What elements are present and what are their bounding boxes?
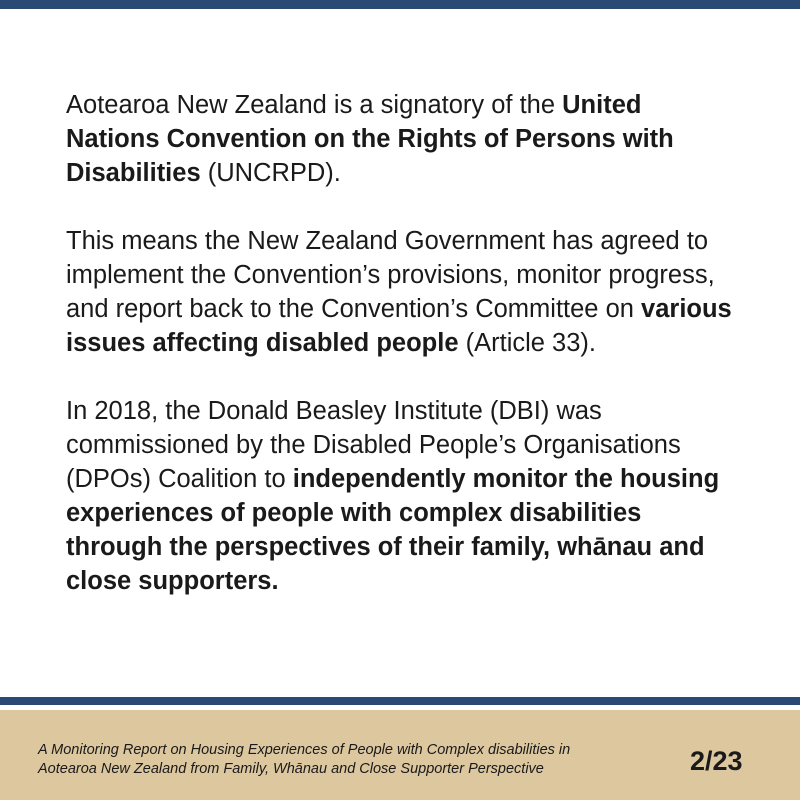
text-run-bold: United Nations Convention on the Rights of Persons with Disabilities bbox=[66, 91, 674, 187]
text-run: (Article 33). bbox=[458, 329, 596, 357]
text-run: This means the New Zealand Government has agreed to implement the Convention’s provisions, monitor progress, and report back to the Convention’s Committee on bbox=[66, 227, 715, 323]
text-run-bold: independently monitor the housing experiences of people with complex disabilities through the perspectives of their family, whānau and close supporters. bbox=[66, 465, 720, 595]
top-accent-bar bbox=[0, 0, 800, 9]
footer-accent-bar bbox=[0, 697, 800, 705]
report-title-line-2: Aotearoa New Zealand from Family, Whānau and Close Supporter Perspective bbox=[38, 761, 544, 777]
text-run: Aotearoa New Zealand is a signatory of the bbox=[66, 91, 563, 119]
page-number: 2/23 bbox=[690, 746, 743, 776]
report-title-line-1: A Monitoring Report on Housing Experiences of People with Complex disabilities in bbox=[38, 742, 571, 758]
body-text bbox=[66, 88, 736, 632]
paragraph-dbi bbox=[66, 394, 736, 598]
text-run-bold: various issues affecting disabled people bbox=[66, 295, 732, 357]
report-title bbox=[38, 741, 678, 779]
text-run: (UNCRPD). bbox=[200, 159, 341, 187]
paragraph-government bbox=[66, 224, 736, 360]
text-run: In 2018, the Donald Beasley Institute (DBI) was commissioned by the Disabled People’s Organisations (DPOs) Coalition to bbox=[66, 397, 681, 493]
paragraph-uncrpd bbox=[66, 88, 736, 190]
